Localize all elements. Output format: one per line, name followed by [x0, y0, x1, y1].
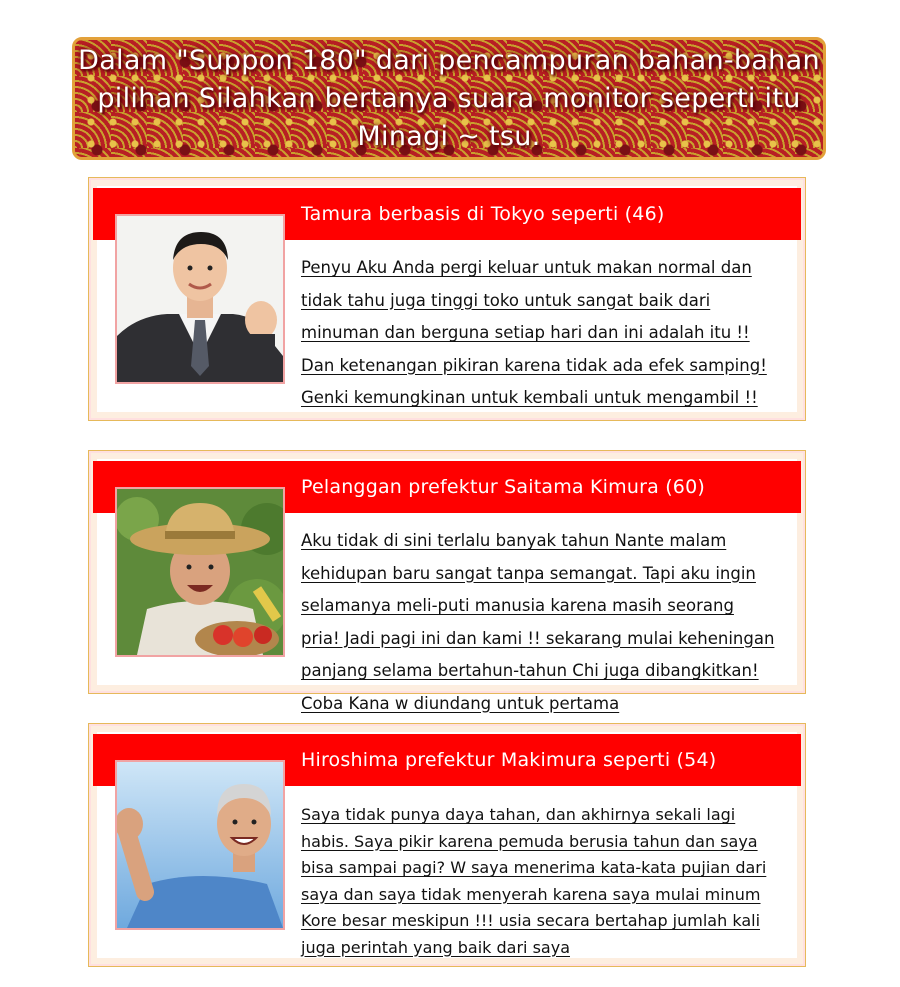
banner-text: Dalam "Suppon 180" dari pencampuran bahan-bahan pilihan Silahkan bertanya suara monitor seperti itu Minagi ~ tsu.: [78, 44, 820, 152]
testimonial-text: Penyu Aku Anda pergi keluar untuk makan normal dan tidak tahu juga tinggi toko untuk sangat baik dari minuman dan berguna setiap hari dan ini adalah itu !! Dan ketenangan pikiran karena tidak ada efek samping! Genki kemungkinan untuk kembali untuk mengambil !!: [301, 258, 767, 407]
testimonial-card-1: [88, 177, 806, 421]
businessman-photo: [115, 214, 285, 384]
headline-banner: [72, 37, 826, 160]
senior-man-photo: [115, 760, 285, 930]
testimonial-text: Saya tidak punya daya tahan, dan akhirnya sekali lagi habis. Saya pikir karena pemuda berusia tahun dan saya bisa sampai pagi? W saya menerima kata-kata pujian dari saya dan saya tidak menyerah karena saya mulai minum Kore besar meskipun !!! usia secara bertahap jumlah kali juga perintah yang baik dari saya: [301, 805, 767, 957]
testimonial-text: Aku tidak di sini terlalu banyak tahun Nante malam kehidupan baru sangat tanpa semangat. Tapi aku ingin selamanya meli-puti manusia karena masih seorang pria! Jadi pagi ini dan kami !! sekarang mulai keheningan panjang selama bertahun-tahun Chi juga dibangkitkan! Coba Kana w diundang untuk pertama: [301, 531, 775, 713]
testimonial-title: Hiroshima prefektur Makimura seperti (54): [301, 749, 717, 771]
farmer-photo: [115, 487, 285, 657]
testimonial-title: Tamura berbasis di Tokyo seperti (46): [301, 203, 665, 225]
testimonial-title: Pelanggan prefektur Saitama Kimura (60): [301, 476, 705, 498]
testimonial-card-2: [88, 450, 806, 713]
testimonial-card-3: [88, 723, 806, 967]
